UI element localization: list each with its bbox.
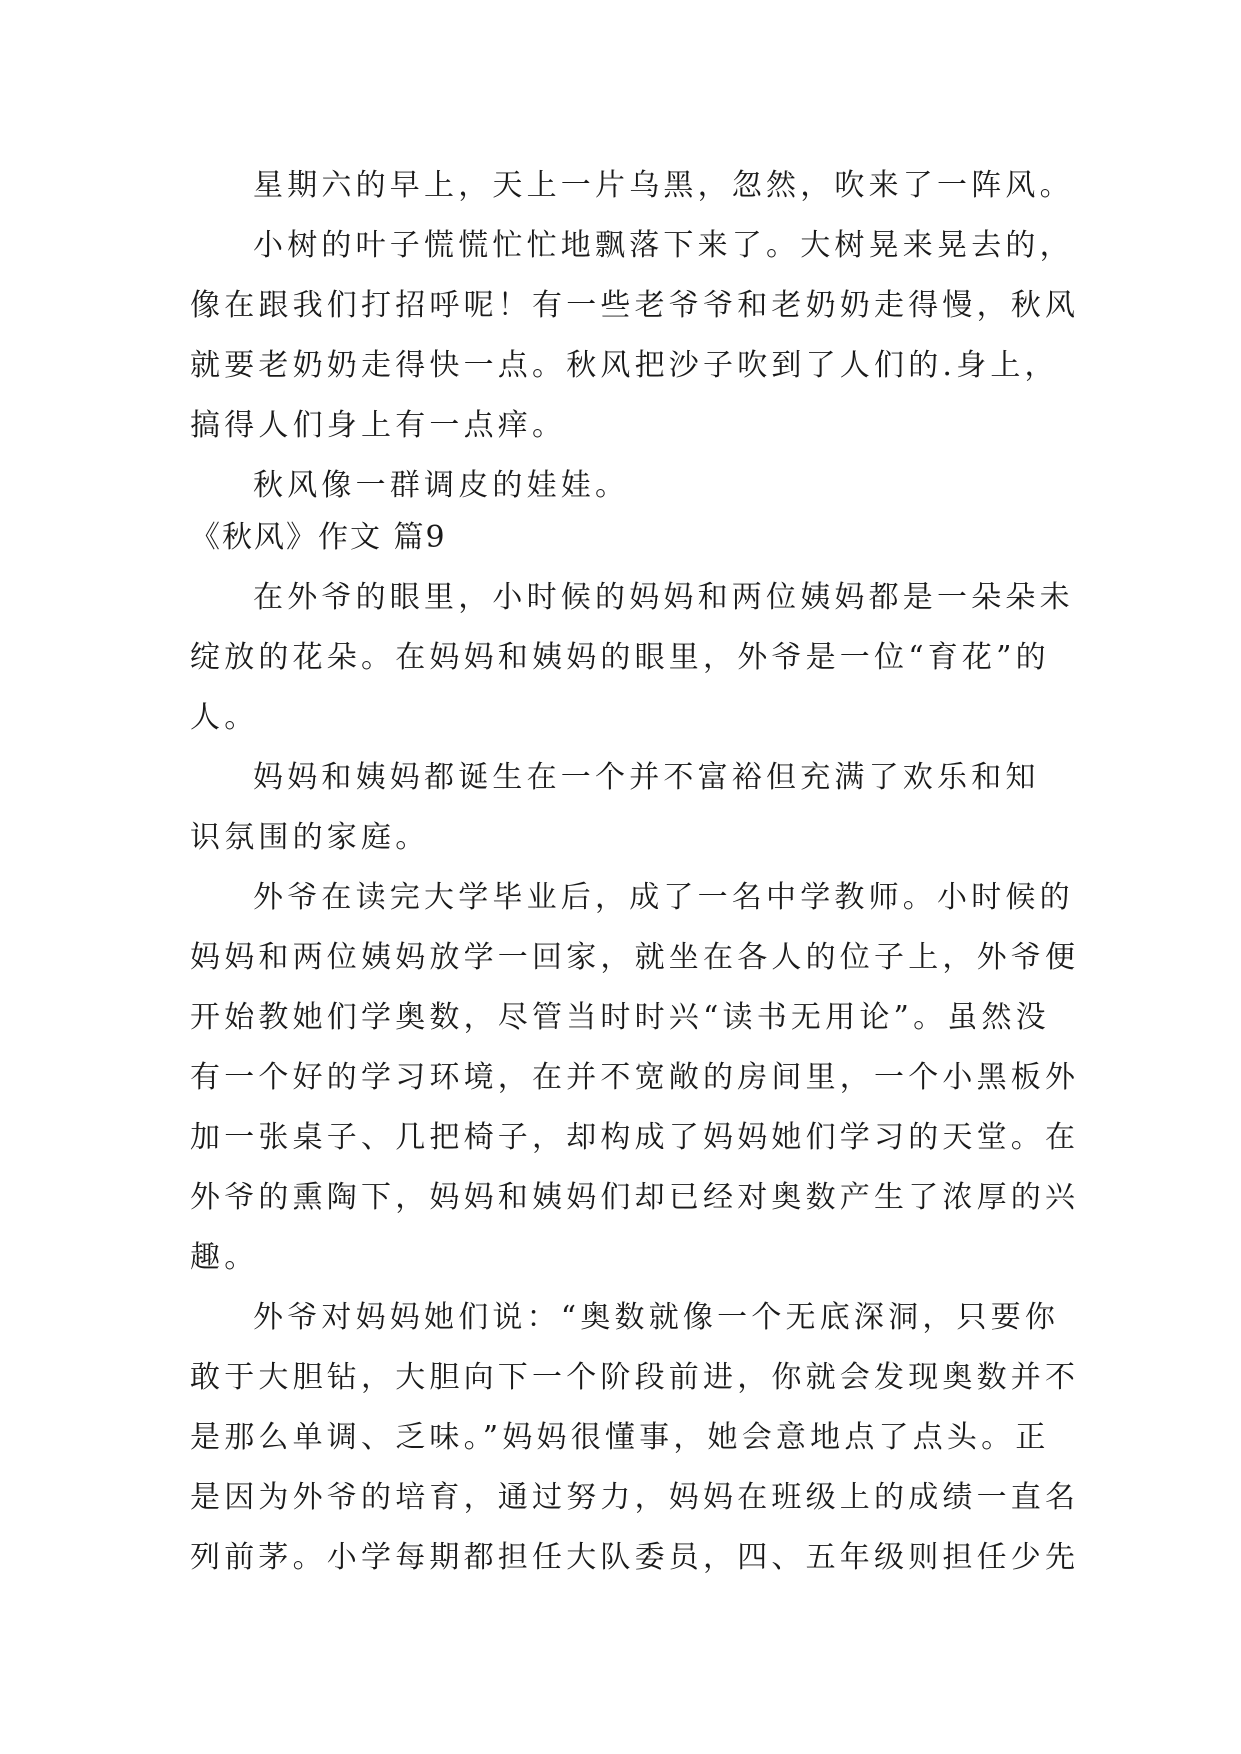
text-line-14: 妈妈和两位姨妈放学一回家，就坐在各人的位子上，外爷便 [190,940,1080,975]
text-line-23: 是因为外爷的培育，通过努力，妈妈在班级上的成绩一直名 [190,1480,1080,1515]
text-line-18: 外爷的熏陶下，妈妈和姨妈们却已经对奥数产生了浓厚的兴 [190,1180,1080,1215]
text-line-3: 像在跟我们打招呼呢！有一些老爷爷和老奶奶走得慢，秋风 [190,288,1080,323]
text-line-21: 敢于大胆钻，大胆向下一个阶段前进，你就会发现奥数并不 [190,1360,1080,1395]
text-line-12: 识氛围的家庭。 [190,820,430,855]
text-line-13: 外爷在读完大学毕业后，成了一名中学教师。小时候的 [253,880,1074,915]
text-line-4: 就要老奶奶走得快一点。秋风把沙子吹到了人们的.身上， [190,348,1059,383]
text-line-11: 妈妈和姨妈都诞生在一个并不富裕但充满了欢乐和知 [253,760,1040,795]
text-line-9: 绽放的花朵。在妈妈和姨妈的眼里，外爷是一位“育花”的 [190,640,1050,675]
text-line-10: 人。 [190,700,259,735]
text-line-17: 加一张桌子、几把椅子，却构成了妈妈她们学习的天堂。在 [190,1120,1080,1155]
text-line-2: 小树的叶子慌慌忙忙地飘落下来了。大树晃来晃去的， [253,228,1074,263]
text-line-22: 是那么单调、乏味。”妈妈很懂事，她会意地点了点头。正 [190,1420,1050,1455]
text-line-20: 外爷对妈妈她们说：“奥数就像一个无底深洞，只要你 [253,1300,1060,1335]
text-line-8: 在外爷的眼里，小时候的妈妈和两位姨妈都是一朵朵未 [253,580,1074,615]
text-line-5: 搞得人们身上有一点痒。 [190,408,567,443]
section-heading: 《秋风》作文 篇9 [190,520,447,555]
text-line-24: 列前茅。小学每期都担任大队委员，四、五年级则担任少先 [190,1540,1080,1575]
text-line-1: 星期六的早上，天上一片乌黑，忽然，吹来了一阵风。 [253,168,1074,203]
text-line-19: 趣。 [190,1240,259,1275]
text-line-16: 有一个好的学习环境，在并不宽敞的房间里，一个小黑板外 [190,1060,1080,1095]
text-line-15: 开始教她们学奥数，尽管当时时兴“读书无用论”。虽然没 [190,1000,1050,1035]
text-line-6: 秋风像一群调皮的娃娃。 [253,468,630,503]
